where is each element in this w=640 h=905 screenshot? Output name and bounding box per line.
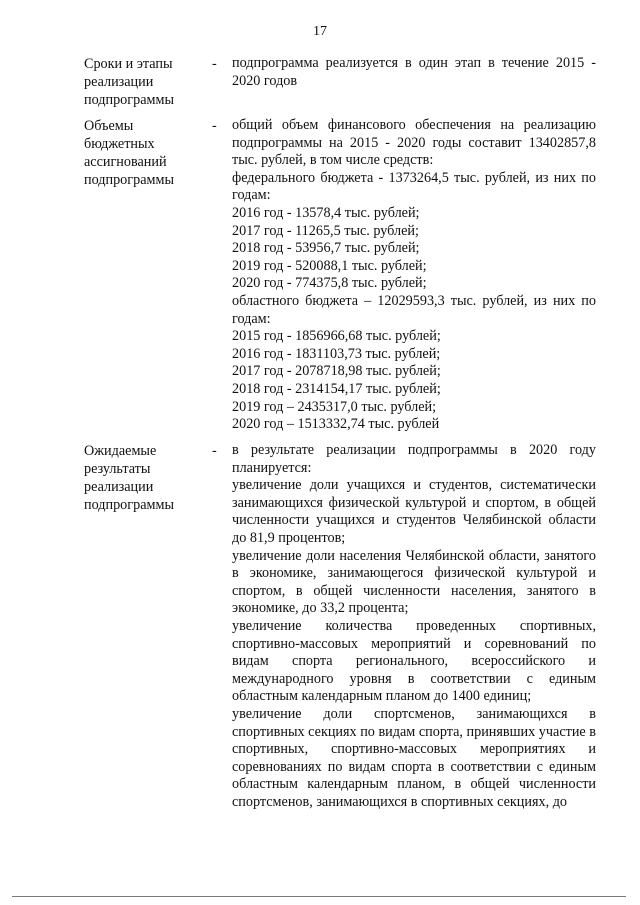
- value-paragraph: областного бюджета – 12029593,3 тыс. рублей, из них по годам:: [232, 292, 596, 327]
- row-value: [232, 55, 596, 90]
- page-bottom-rule: [12, 896, 626, 897]
- label-line: подпрограммы: [84, 172, 174, 188]
- label-line: Сроки и этапы: [84, 56, 173, 72]
- value-paragraph: увеличение доли учащихся и студентов, систематически занимающихся физической культурой и спортом, в общей численности учащихся и студентов Челябинской области до 81,9 процентов;: [232, 477, 596, 546]
- year-line: 2017 год - 11265,5 тыс. рублей;: [232, 222, 419, 239]
- label-line: ассигнований: [84, 154, 167, 170]
- row-label: [84, 442, 200, 514]
- year-line: 2016 год - 13578,4 тыс. рублей;: [232, 204, 420, 221]
- value-paragraph: увеличение доли спортсменов, занимающихся в спортивных секциях по видам спорта, принявших участие в спортивных, спортивно-массовых мероприятиях и соревнованиях по видам спорта в соответствии с единым областным календарным планом, в общей численности спортсменов, занимающихся в спортивных секциях, до: [232, 705, 596, 810]
- label-line: Ожидаемые: [84, 443, 157, 459]
- year-line: 2020 год - 774375,8 тыс. рублей;: [232, 275, 427, 292]
- value-paragraph: в результате реализации подпрограммы в 2020 году планируется:: [232, 442, 596, 476]
- year-line: 2018 год - 53956,7 тыс. рублей;: [232, 240, 420, 257]
- label-line: бюджетных: [84, 136, 155, 152]
- value-paragraph: федерального бюджета - 1373264,5 тыс. рублей, из них по годам:: [232, 169, 596, 204]
- year-line: 2019 год – 2435317,0 тыс. рублей;: [232, 398, 437, 415]
- year-line: 2018 год - 2314154,17 тыс. рублей;: [232, 380, 441, 397]
- row-value: [232, 117, 596, 434]
- value-paragraph: подпрограмма реализуется в один этап в течение 2015 - 2020 годов: [232, 55, 596, 89]
- year-line: 2015 год - 1856966,68 тыс. рублей;: [232, 328, 441, 345]
- row-value: [232, 442, 596, 811]
- year-line: 2020 год – 1513332,74 тыс. рублей: [232, 416, 440, 433]
- row-dash: -: [212, 56, 217, 72]
- row-dash: -: [212, 443, 217, 459]
- label-line: реализации: [84, 74, 154, 90]
- value-paragraph: увеличение количества проведенных спортивных, спортивно-массовых мероприятий и соревнований по видам спорта регионального, всероссийского и международного уровня в соответствии с единым областным календарным планом до 1400 единиц;: [232, 617, 596, 705]
- row-label: [84, 55, 200, 109]
- value-paragraph: общий объем финансового обеспечения на реализацию подпрограммы на 2015 - 2020 годы составит 13402857,8 тыс. рублей, в том числе средств:: [232, 117, 596, 169]
- year-line: 2016 год - 1831103,73 тыс. рублей;: [232, 345, 441, 362]
- year-line: 2019 год - 520088,1 тыс. рублей;: [232, 257, 427, 274]
- year-line: 2017 год - 2078718,98 тыс. рублей;: [232, 363, 441, 380]
- label-line: реализации: [84, 479, 154, 495]
- label-line: подпрограммы: [84, 497, 174, 513]
- label-line: подпрограммы: [84, 92, 174, 108]
- value-paragraph: увеличение доли населения Челябинской области, занятого в экономике, занимающегося физической культурой и спортом, в общей численности населения, занятого в экономике, до 33,2 процента;: [232, 547, 596, 617]
- label-line: результаты: [84, 461, 151, 477]
- label-line: Объемы: [84, 118, 134, 134]
- row-label: [84, 117, 200, 189]
- page-number: 17: [313, 24, 327, 39]
- row-dash: -: [212, 118, 217, 134]
